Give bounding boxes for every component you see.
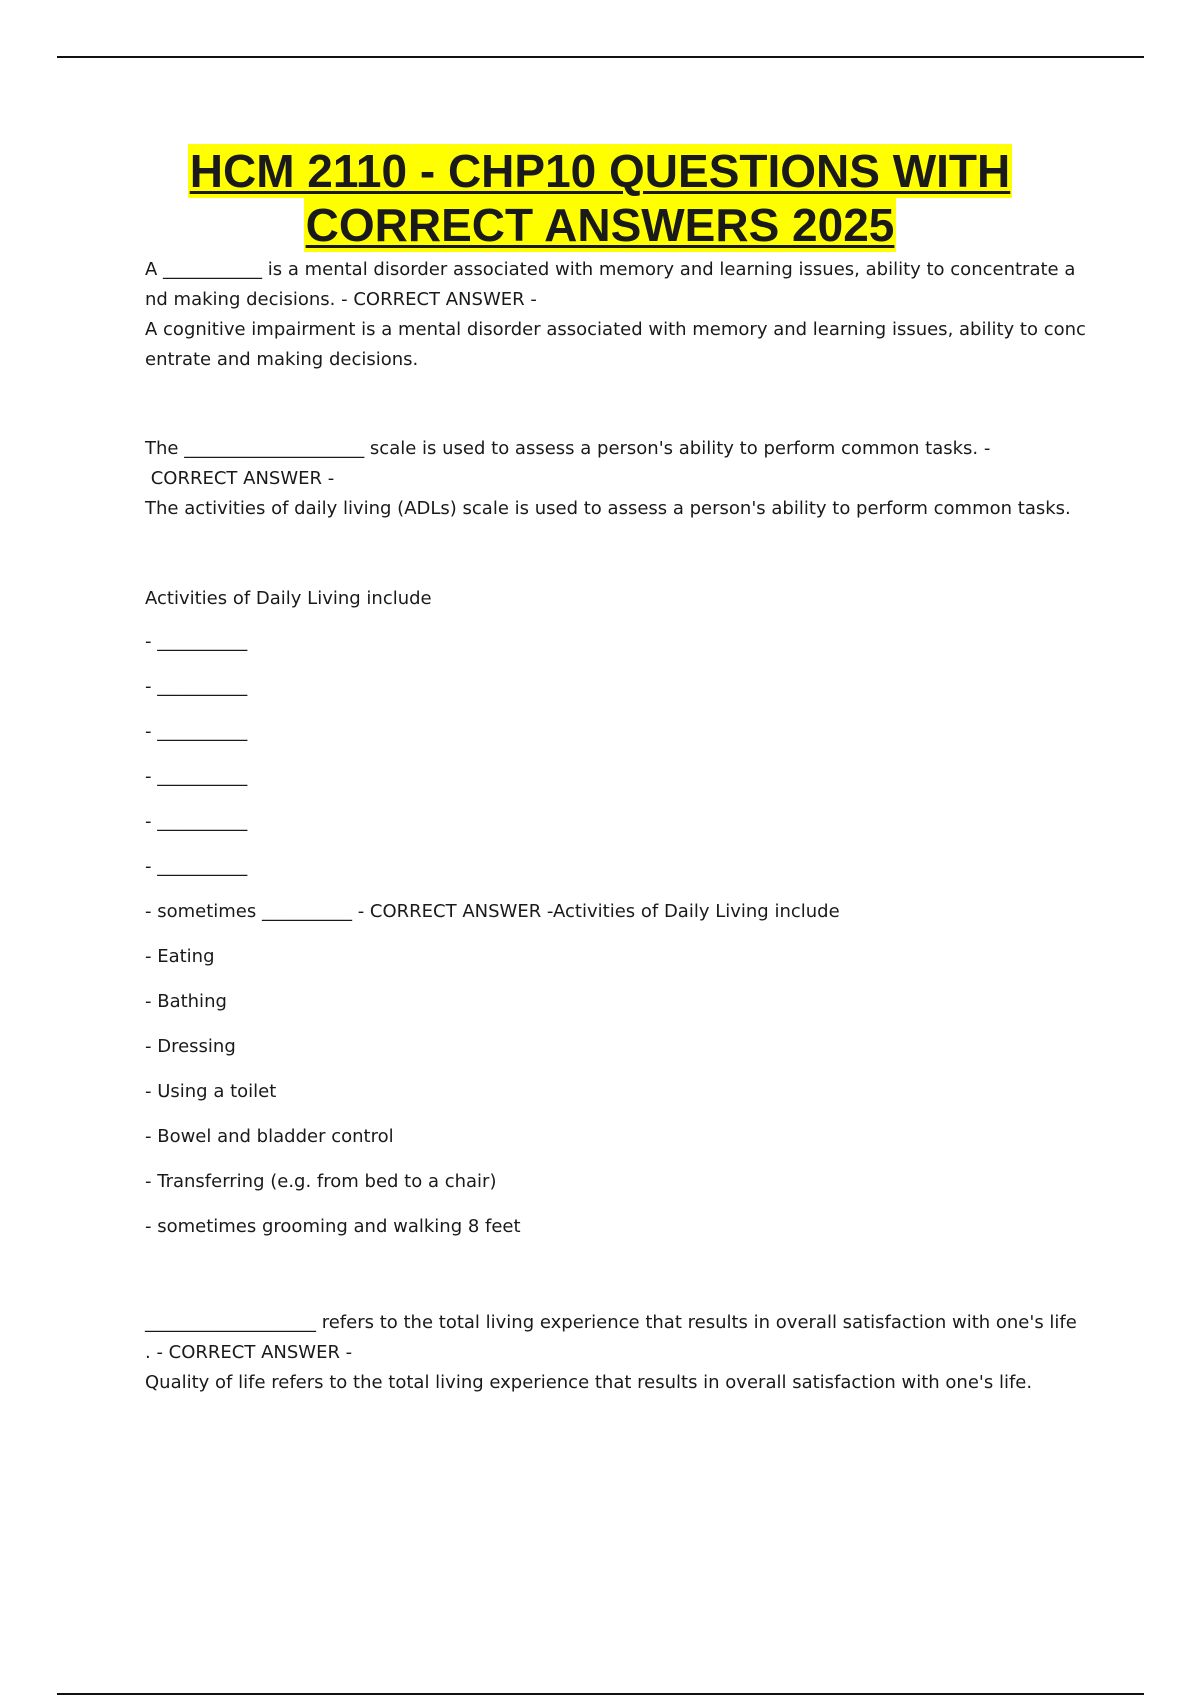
answer-item: - Dressing	[145, 1036, 236, 1057]
question-3-last-blank: - sometimes __________ - CORRECT ANSWER -Activities of Daily Living include	[145, 901, 840, 922]
question-2	[145, 434, 1090, 524]
question-1-answer: A cognitive impairment is a mental disorder associated with memory and learning issues, ability to conc entrate and making decisions.	[145, 319, 1092, 370]
question-3	[145, 584, 1090, 1249]
question-4-text-line-2: . - CORRECT ANSWER -	[145, 1342, 353, 1363]
question-1-text: A ___________ is a mental disorder associated with memory and learning issues, ability to concentrate a nd making decisions. - CORRECT ANSWER -	[145, 259, 1082, 310]
blank-item: - __________	[145, 721, 248, 742]
blank-item: - __________	[145, 676, 248, 697]
question-4-answer: Quality of life refers to the total living experience that results in overall satisfaction with one's life.	[145, 1372, 1033, 1393]
blank-item: - __________	[145, 811, 248, 832]
question-3-intro: Activities of Daily Living include	[145, 588, 432, 609]
answer-item: - Transferring (e.g. from bed to a chair)	[145, 1171, 497, 1192]
document-title	[100, 144, 1100, 252]
question-4	[145, 1308, 1090, 1398]
question-1	[145, 255, 1090, 375]
top-rule	[57, 56, 1144, 58]
answer-item: - Eating	[145, 946, 215, 967]
question-3-blank-list	[145, 619, 1090, 934]
title-line-2: CORRECT ANSWERS 2025	[305, 199, 895, 251]
answer-item: - Bowel and bladder control	[145, 1126, 394, 1147]
title-line-1: HCM 2110 - CHP10 QUESTIONS WITH	[189, 145, 1011, 197]
question-2-answer: The activities of daily living (ADLs) scale is used to assess a person's ability to perform common tasks.	[145, 498, 1071, 519]
answer-item: - Bathing	[145, 991, 227, 1012]
blank-item: - __________	[145, 631, 248, 652]
answer-item: - sometimes grooming and walking 8 feet	[145, 1216, 521, 1237]
bottom-rule	[57, 1693, 1144, 1695]
question-4-text-line-1: ___________________ refers to the total living experience that results in overall satisfaction with one's life	[145, 1312, 1077, 1333]
blank-item: - __________	[145, 766, 248, 787]
question-2-text-line-2: CORRECT ANSWER -	[145, 468, 335, 489]
blank-item: - __________	[145, 856, 248, 877]
answer-item: - Using a toilet	[145, 1081, 277, 1102]
question-3-answer-list	[145, 934, 1090, 1249]
question-2-text-line-1: The ____________________ scale is used to assess a person's ability to perform common tasks. -	[145, 438, 991, 459]
